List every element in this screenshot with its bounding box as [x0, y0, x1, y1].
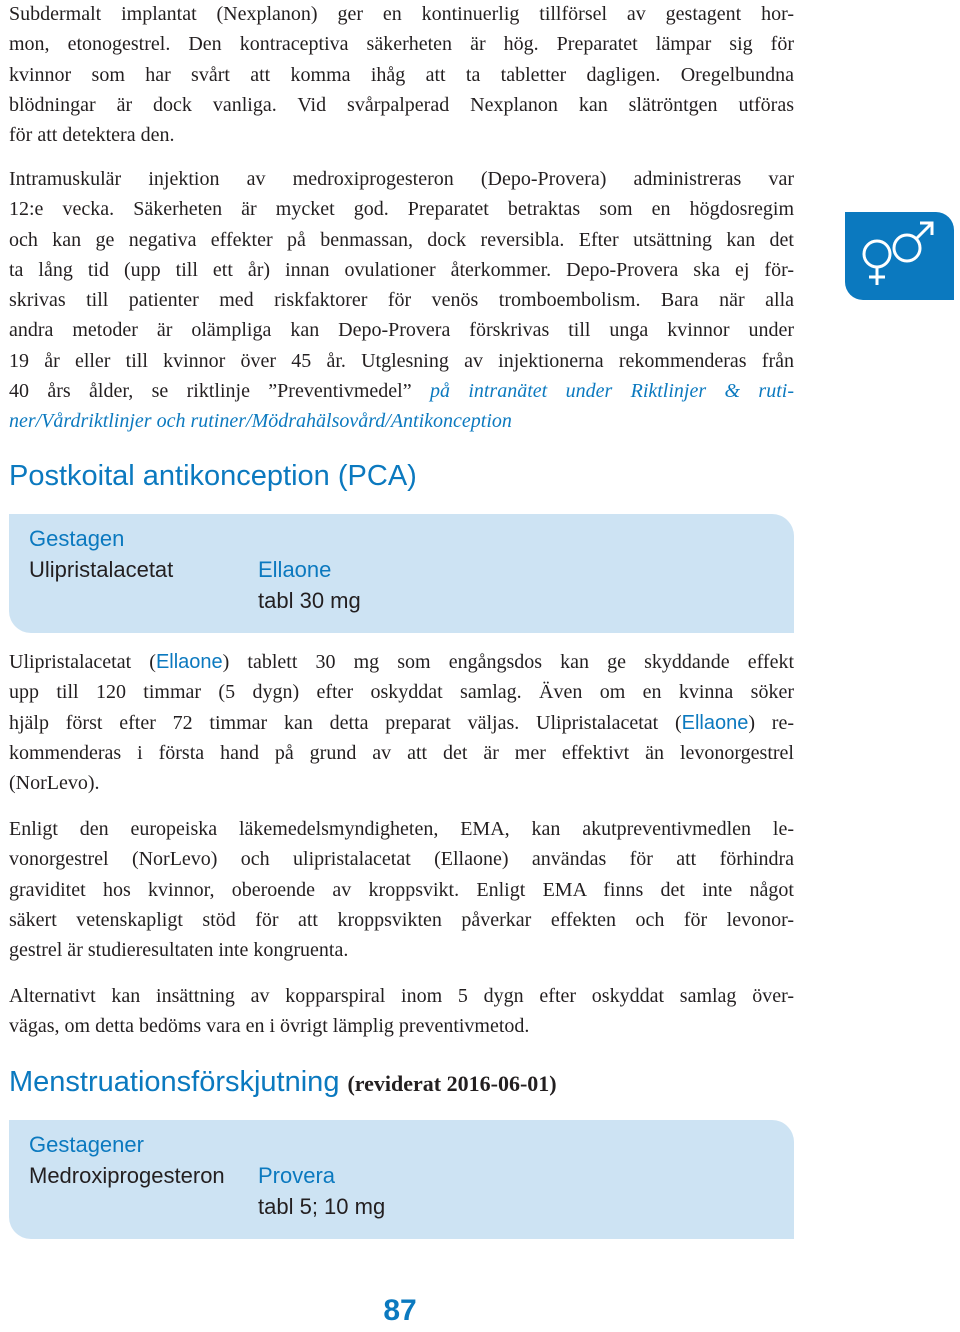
section-title-pca: Postkoital antikonception (PCA)	[9, 460, 417, 492]
text-line	[9, 647, 794, 677]
drug-box-menstruation	[9, 1120, 794, 1239]
text-line: (NorLevo).	[9, 772, 100, 795]
drug-box-pca	[9, 514, 794, 633]
text-line: mon, etonogestrel. Den kontraceptiva säkerheten är hög. Preparatet lämpar sig för	[9, 33, 794, 56]
text-line: Alternativt kan insättning av kopparspiral inom 5 dygn efter oskyddat samlag över-	[9, 985, 794, 1007]
text-segment: Ulipristalacetat (	[9, 651, 156, 673]
text-line: upp till 120 timmar (5 dygn) efter oskyddat samlag. Även om en kvinna söker	[9, 681, 794, 704]
dose-text: tabl 30 mg	[258, 588, 361, 613]
text-segment: hjälp först efter 72 timmar kan detta preparat väljas. Ulipristalacetat (	[9, 711, 682, 734]
text-line	[9, 406, 794, 436]
intranet-path-link-continued[interactable]: ner/Vårdriktlinjer och rutiner/Mödrahälsovård/Antikonception	[9, 410, 512, 433]
brand-highlight: Ellaone	[681, 711, 749, 734]
generic-name: Medroxiprogesteron	[29, 1163, 225, 1188]
text-line: 12:e vecka. Säkerheten är mycket god. Preparatet betraktas som en högdosregim	[9, 198, 794, 221]
brand-highlight: Ellaone	[155, 651, 223, 673]
drug-class-label: Gestagener	[29, 1132, 144, 1157]
drug-class-label: Gestagen	[29, 526, 125, 551]
paragraph-ema	[9, 814, 794, 965]
text-line: vägas, om detta bedöms vara en i övrigt lämplig preventivmetod.	[9, 1015, 530, 1038]
text-line	[9, 376, 794, 406]
text-line: ta lång tid (upp till ett år) innan ovulationer återkommer. Depo-Provera ska ej för-	[9, 258, 794, 281]
page-number: 87	[383, 1294, 417, 1327]
female-male-symbols-icon	[845, 212, 954, 300]
text-line: Intramuskulär injektion av medroxiprogesteron (Depo-Provera) administreras var	[9, 168, 794, 190]
brand-name: Ellaone	[258, 557, 332, 582]
section-title-text: Menstruationsförskjutning	[9, 1066, 340, 1098]
text-segment: ) tablett 30 mg som engångsdos kan ge skyddande effekt	[222, 651, 795, 673]
text-segment: 40 års ålder, se riktlinje ”Preventivmedel”	[9, 380, 430, 403]
text-line: kommenderas i första hand på grund av att det är mer effektivt än levonorgestrel	[9, 741, 794, 764]
text-line	[9, 708, 794, 738]
section-title-menstruation	[9, 1066, 557, 1099]
paragraph-ellaone	[9, 647, 794, 798]
text-line: skrivas till patienter med riskfaktorer för venös tromboembolism. Bara när alla	[9, 289, 794, 312]
generic-name: Ulipristalacetat	[29, 557, 174, 582]
text-line: säkert vetenskapligt stöd för att kroppsvikten påverkar effekten och för levonor-	[9, 908, 794, 931]
revision-note: (reviderat 2016-06-01)	[347, 1071, 557, 1096]
text-line: gestrel är studieresultaten inte kongruenta.	[9, 939, 349, 962]
text-line: Enligt den europeiska läkemedelsmyndigheten, EMA, kan akutpreventivmedlen le-	[9, 818, 794, 840]
text-line: blödningar är dock vanliga. Vid svårpalperad Nexplanon kan slätröntgen utföras	[9, 93, 794, 116]
paragraph-copper-iud	[9, 981, 794, 1042]
text-line: vonorgestrel (NorLevo) och ulipristalacetat (Ellaone) användas för att förhindra	[9, 848, 794, 871]
text-line: kvinnor som har svårt att komma ihåg att ta tabletter dagligen. Oregelbundna	[9, 63, 794, 86]
text-segment: ) re-	[748, 711, 795, 734]
text-line: andra metoder är olämpliga kan Depo-Provera förskrivas till unga kvinnor under	[9, 319, 794, 342]
text-line: och kan ge negativa effekter på benmassan, dock reversibla. Efter utsättning kan det	[9, 228, 794, 251]
paragraph-nexplanon	[9, 0, 794, 150]
text-line: 19 år eller till kvinnor över 45 år. Utglesning av injektionerna rekommenderas från	[9, 349, 794, 372]
intranet-path-link[interactable]: på intranätet under Riktlinjer & ruti-	[429, 380, 794, 403]
dose-text: tabl 5; 10 mg	[258, 1194, 386, 1219]
text-line: för att detektera den.	[9, 124, 175, 147]
brand-name: Provera	[258, 1163, 336, 1188]
text-line: Subdermalt implantat (Nexplanon) ger en kontinuerlig tillförsel av gestagent hor-	[9, 3, 794, 25]
female-male-symbols-svg	[845, 212, 954, 300]
paragraph-depo-provera	[9, 164, 794, 437]
text-line: graviditet hos kvinnor, oberoende av kroppsvikt. Enligt EMA finns det inte något	[9, 878, 794, 901]
